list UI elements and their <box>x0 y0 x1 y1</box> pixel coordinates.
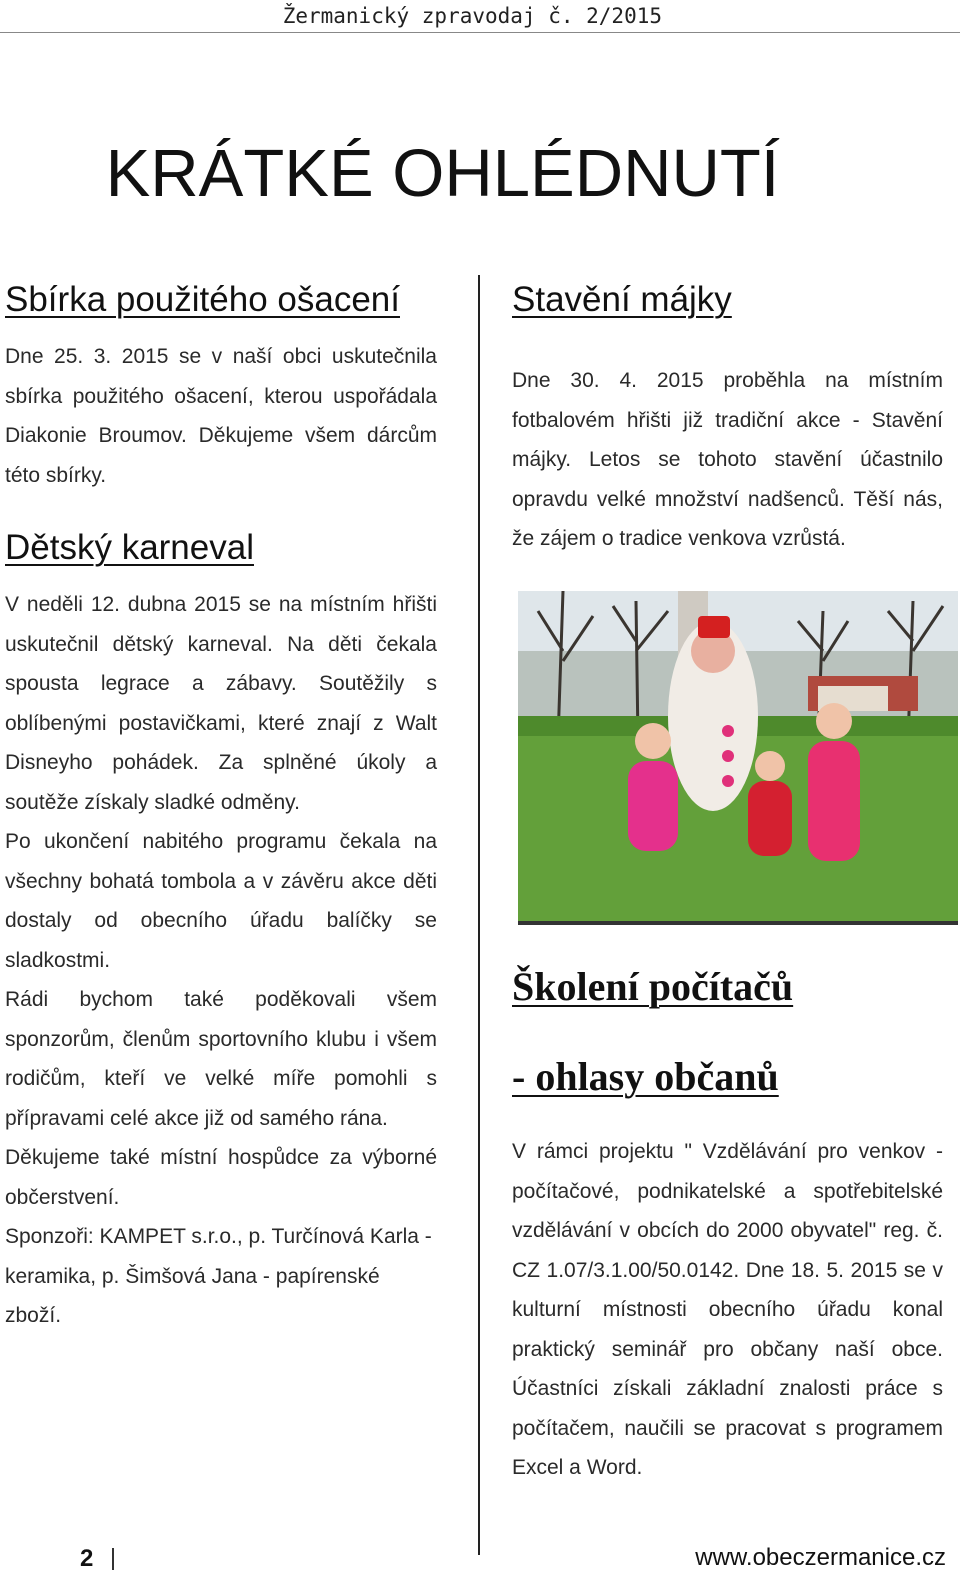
karneval-text <box>5 585 437 1336</box>
page-number: 2 <box>80 1545 94 1572</box>
karneval-paragraph-2: Po ukončení nabitého programu čekala na všechny bohatá tombola a v závěru akce děti dostaly od obecního úřadu balíčky se sladkostmi. <box>5 830 437 972</box>
karneval-heading: Dětský karneval <box>5 528 254 567</box>
skoleni-heading: Školení počítačů <box>512 964 794 1009</box>
skoleni-paragraph: V rámci projektu " Vzdělávání pro venkov - počítačové, podnikatelské a spotřebitelské vzdělávání v obcích do 2000 obyvatel" reg. č. CZ 1.07/3.1.00/50.0142. Dne 18. 5. 2015 se v kulturní místnosti obecního úřadu konal praktický seminář pro občany naší obce. Účastníci získali základní znalosti práce s počítačem, naučili se pracovat s programem Excel a Word. <box>512 1140 943 1479</box>
sbirka-paragraph: Dne 25. 3. 2015 se v naší obci uskutečnila sbírka použitého ošacení, kterou uspořádala Diakonie Broumov. Děkujeme všem dárcům této sbírky. <box>5 345 437 487</box>
majka-heading: Stavění májky <box>512 280 732 319</box>
header-divider <box>0 32 960 33</box>
karneval-photo <box>518 591 958 925</box>
karneval-paragraph-1: V neděli 12. dubna 2015 se na místním hřišti uskutečnil dětský karneval. Na děti čekala spousta legrace a zábavy. Soutěžily s oblíbenými postavičkami, které znají z Walt Disneyho pohádek. Za splněné úkoly a soutěže získaly sladké odměny. <box>5 593 437 814</box>
newsletter-header: Žermanický zpravodaj č. 2/2015 <box>282 4 662 28</box>
skoleni-text <box>512 1132 943 1488</box>
footer-separator <box>112 1548 114 1570</box>
sbirka-heading: Sbírka použitého ošacení <box>5 280 400 319</box>
sbirka-text <box>5 337 437 495</box>
footer-website-link[interactable]: www.obeczermanice.cz <box>695 1544 946 1571</box>
majka-text <box>512 361 943 559</box>
karneval-paragraph-3: Rádi bychom také poděkovali všem sponzorům, členům sportovního klubu i všem rodičům, kteří ve velké míře pomohli s přípravami celé akce již od samého rána. <box>5 988 437 1130</box>
column-divider <box>478 275 480 1555</box>
karneval-paragraph-4: Děkujeme také místní hospůdce za výborné občerstvení. <box>5 1146 437 1209</box>
skoleni-subheading: - ohlasy občanů <box>512 1054 779 1099</box>
karneval-paragraph-5: Sponzoři: KAMPET s.r.o., p. Turčínová Karla - keramika, p. Šimšová Jana - papírenské zboží. <box>5 1225 432 1327</box>
majka-paragraph: Dne 30. 4. 2015 proběhla na místním fotbalovém hřišti již tradiční akce - Stavění májky. Letos se tohoto stavění účastnilo opravdu velké množství nadšenců. Těší nás, že zájem o tradice venkova vzrůstá. <box>512 369 943 550</box>
page-title: KRÁTKÉ OHLÉDNUTÍ <box>105 136 780 211</box>
